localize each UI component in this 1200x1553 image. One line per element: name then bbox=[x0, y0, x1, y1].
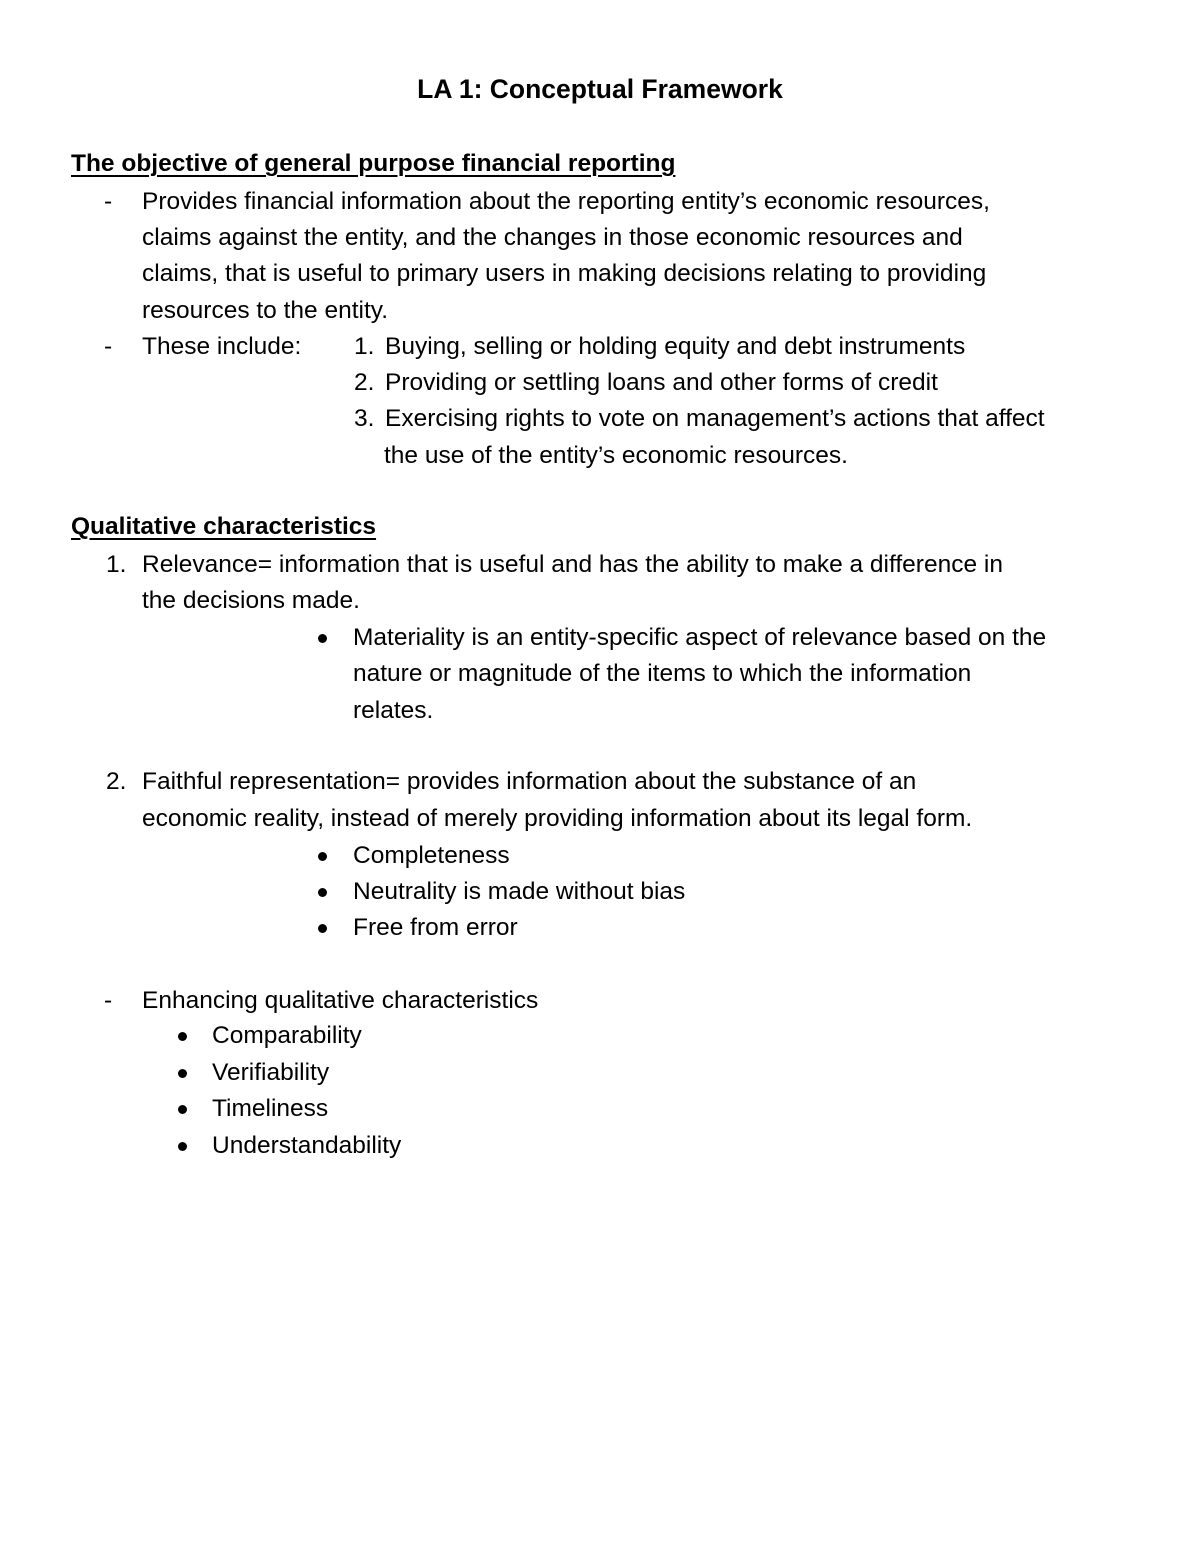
sub-item-number: 2. bbox=[354, 369, 375, 396]
bullet-icon bbox=[178, 1105, 187, 1114]
enhancing-label: Enhancing qualitative characteristics bbox=[142, 987, 539, 1014]
section-heading-objective: The objective of general purpose financial reporting bbox=[71, 150, 676, 177]
bullet-icon bbox=[178, 1032, 187, 1041]
sub-item-text: Exercising rights to vote on management’s actions that affect bbox=[385, 405, 1045, 432]
relevance-text: the decisions made. bbox=[142, 587, 360, 614]
bullet-icon bbox=[178, 1142, 187, 1151]
faithful-bullet-item: Completeness bbox=[353, 842, 510, 869]
these-include-label: These include: bbox=[142, 333, 302, 360]
bullet-icon bbox=[318, 852, 327, 861]
objective-text-line: Provides financial information about the reporting entity’s economic resources, bbox=[142, 188, 990, 215]
enhancing-bullet-item: Comparability bbox=[212, 1022, 362, 1049]
sub-item-text: the use of the entity’s economic resources. bbox=[384, 442, 848, 469]
enhancing-bullet-item: Timeliness bbox=[212, 1095, 329, 1122]
bullet-icon bbox=[318, 888, 327, 897]
enhancing-bullet-item: Verifiability bbox=[212, 1059, 330, 1086]
document-title: LA 1: Conceptual Framework bbox=[417, 74, 783, 104]
bullet-icon bbox=[178, 1069, 187, 1078]
bullet-icon bbox=[318, 634, 327, 643]
sub-item-text: Buying, selling or holding equity and debt instruments bbox=[385, 333, 966, 360]
objective-text-line: resources to the entity. bbox=[142, 297, 389, 324]
objective-text-line: claims against the entity, and the changes in those economic resources and bbox=[142, 224, 963, 251]
faithful-text: economic reality, instead of merely providing information about its legal form. bbox=[142, 805, 973, 832]
materiality-text: relates. bbox=[353, 697, 434, 724]
dash-marker: - bbox=[104, 333, 113, 360]
materiality-text: nature or magnitude of the items to which the information bbox=[353, 660, 972, 687]
objective-text-line: claims, that is useful to primary users in making decisions relating to providing bbox=[142, 260, 987, 287]
faithful-bullet-item: Neutrality is made without bias bbox=[353, 878, 686, 905]
materiality-text: Materiality is an entity-specific aspect of relevance based on the bbox=[353, 624, 1047, 651]
list-number: 1. bbox=[106, 551, 127, 578]
enhancing-bullet-item: Understandability bbox=[212, 1132, 402, 1159]
sub-item-number: 3. bbox=[354, 405, 375, 432]
section-heading-qualitative: Qualitative characteristics bbox=[71, 513, 377, 540]
sub-item-text: Providing or settling loans and other forms of credit bbox=[385, 369, 938, 396]
faithful-bullet-item: Free from error bbox=[353, 914, 518, 941]
list-number: 2. bbox=[106, 768, 127, 795]
faithful-text: Faithful representation= provides information about the substance of an bbox=[142, 768, 917, 795]
dash-marker: - bbox=[104, 188, 113, 215]
dash-marker: - bbox=[104, 987, 113, 1014]
relevance-text: Relevance= information that is useful and has the ability to make a difference in bbox=[142, 551, 1003, 578]
bullet-icon bbox=[318, 924, 327, 933]
sub-item-number: 1. bbox=[354, 333, 375, 360]
